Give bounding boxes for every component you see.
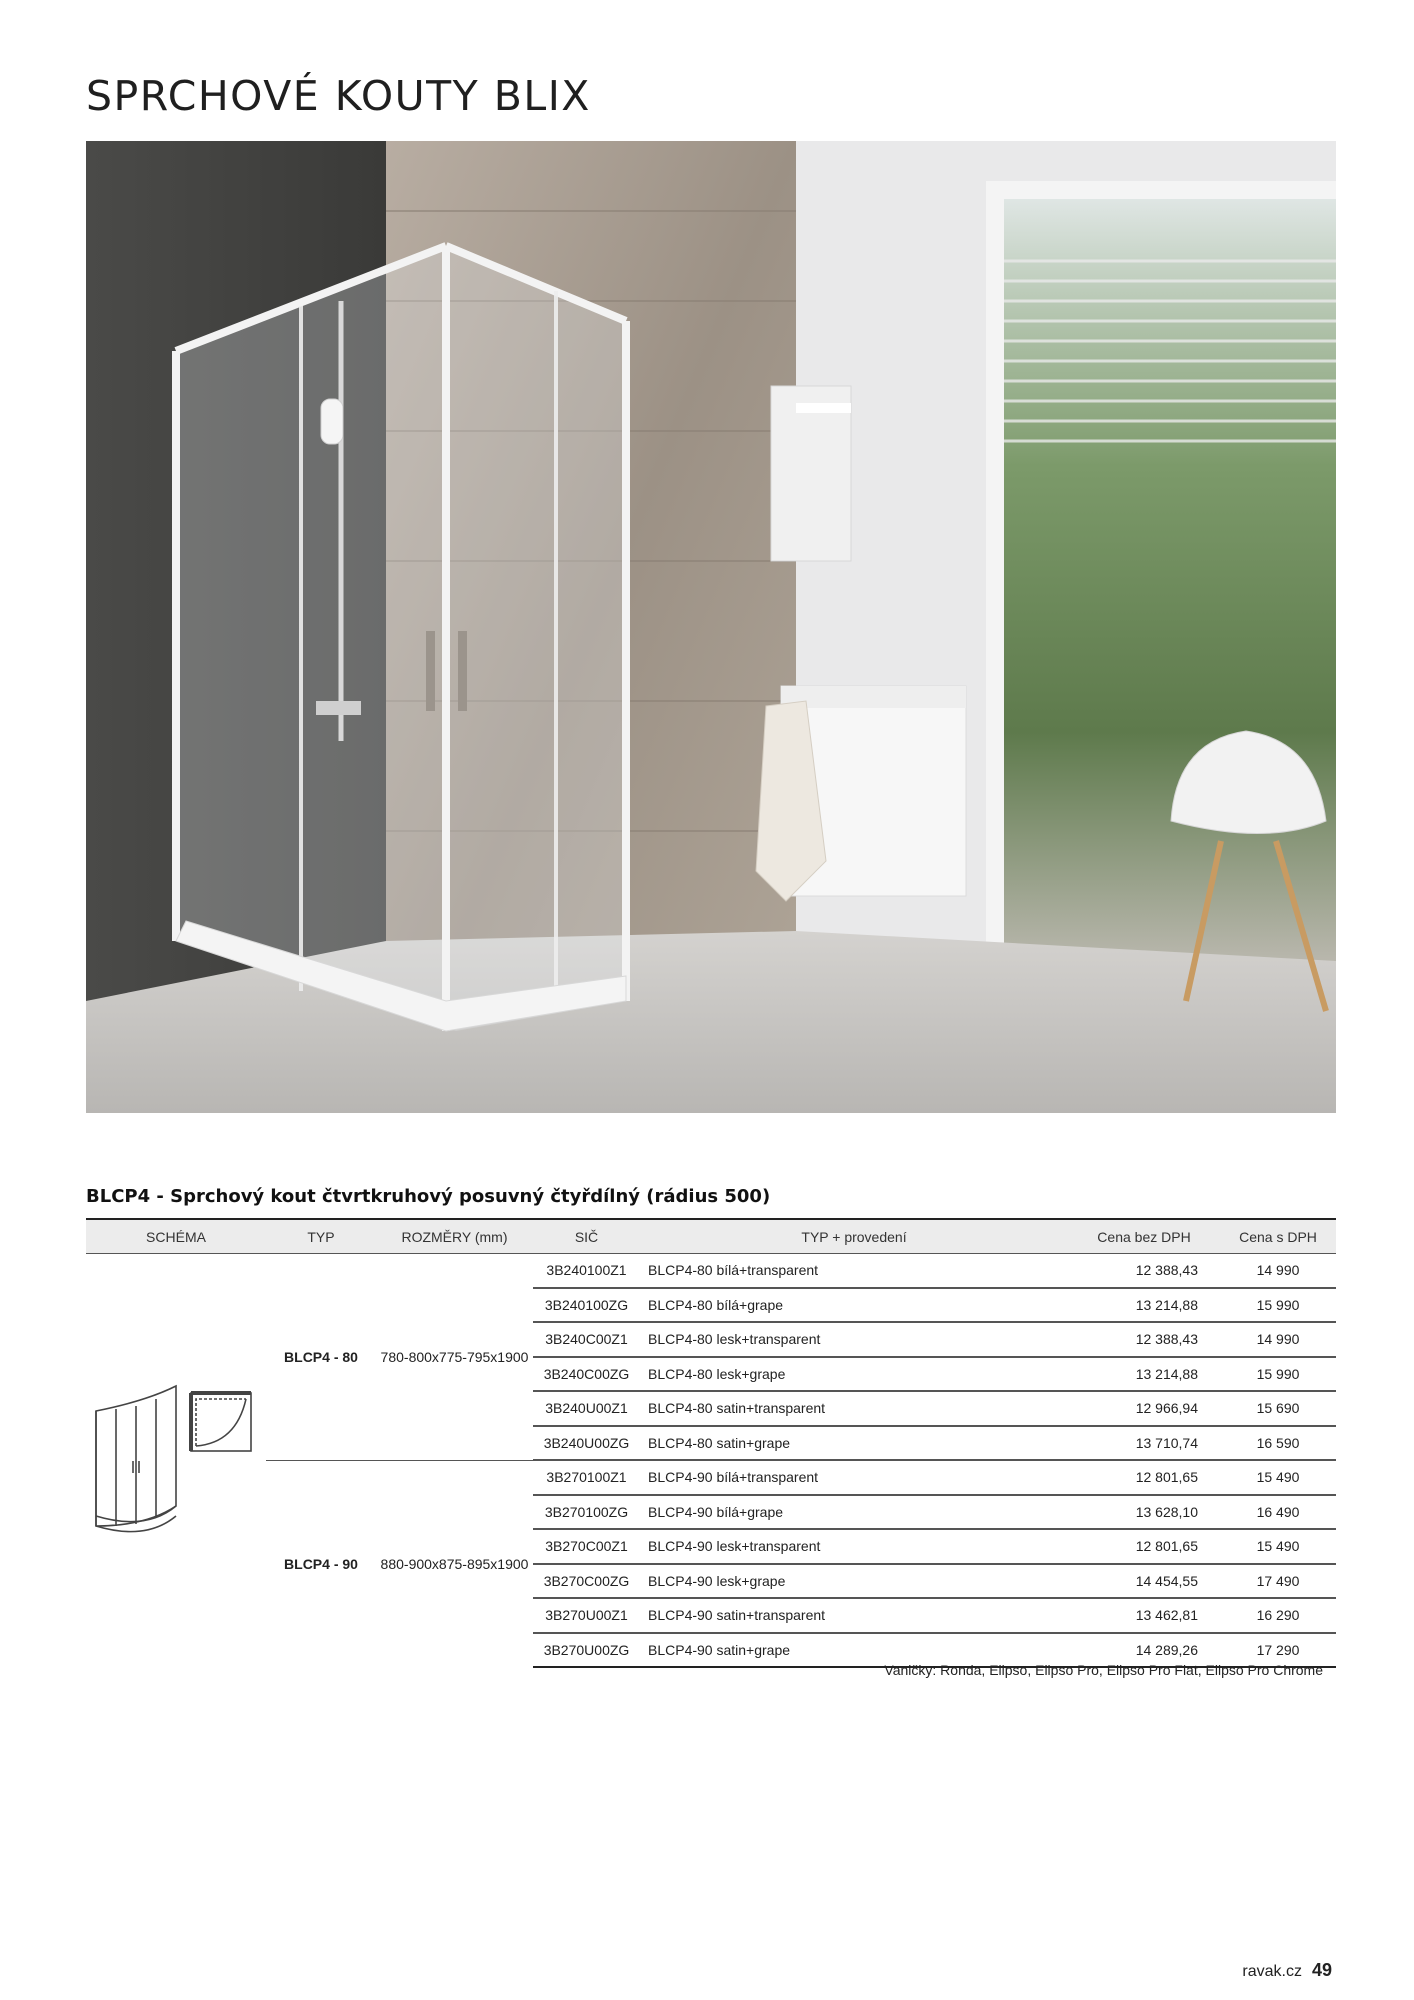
- sic-cell: 3B240U00ZG: [533, 1426, 640, 1461]
- price-gross-cell: 14 990: [1220, 1322, 1336, 1357]
- price-gross-cell: 16 490: [1220, 1495, 1336, 1530]
- sic-cell: 3B240C00Z1: [533, 1322, 640, 1357]
- hero-photo: [86, 141, 1336, 1113]
- price-net-cell: 13 462,81: [1068, 1598, 1220, 1633]
- price-net-cell: 14 289,26: [1068, 1633, 1220, 1668]
- sic-cell: 3B270U00Z1: [533, 1598, 640, 1633]
- header-typ-provedeni: TYP + provedení: [640, 1219, 1068, 1254]
- type-name-cell: BLCP4 - 80: [266, 1254, 376, 1461]
- page-number: 49: [1311, 1960, 1332, 1980]
- sic-cell: 3B240100ZG: [533, 1288, 640, 1323]
- variant-cell: BLCP4-80 bílá+transparent: [640, 1254, 1068, 1288]
- page-title: SPRCHOVÉ KOUTY BLIX: [86, 72, 591, 120]
- variant-cell: BLCP4-80 bílá+grape: [640, 1288, 1068, 1323]
- sic-cell: 3B240C00ZG: [533, 1357, 640, 1392]
- header-typ: TYP: [266, 1219, 376, 1254]
- price-net-cell: 12 388,43: [1068, 1322, 1220, 1357]
- header-sic: SIČ: [533, 1219, 640, 1254]
- tray-footnote: Vaničky: Ronda, Elipso, Elipso Pro, Elipso Pro Flat, Elipso Pro Chrome: [884, 1662, 1323, 1678]
- variant-cell: BLCP4-80 satin+transparent: [640, 1391, 1068, 1426]
- price-net-cell: 12 801,65: [1068, 1460, 1220, 1495]
- variant-cell: BLCP4-80 lesk+transparent: [640, 1322, 1068, 1357]
- site-url: ravak.cz: [1242, 1963, 1302, 1980]
- price-gross-cell: 14 990: [1220, 1254, 1336, 1288]
- price-table: [86, 1218, 1336, 1668]
- sic-cell: 3B270100ZG: [533, 1495, 640, 1530]
- table-row: [86, 1460, 1336, 1495]
- price-gross-cell: 17 290: [1220, 1633, 1336, 1668]
- variant-cell: BLCP4-90 lesk+transparent: [640, 1529, 1068, 1564]
- price-net-cell: 13 214,88: [1068, 1288, 1220, 1323]
- section-heading: BLCP4 - Sprchový kout čtvrtkruhový posuvný čtyřdílný (rádius 500): [86, 1186, 771, 1207]
- price-gross-cell: 15 690: [1220, 1391, 1336, 1426]
- variant-cell: BLCP4-90 satin+transparent: [640, 1598, 1068, 1633]
- price-net-cell: 12 388,43: [1068, 1254, 1220, 1288]
- price-gross-cell: 16 290: [1220, 1598, 1336, 1633]
- price-net-cell: 13 710,74: [1068, 1426, 1220, 1461]
- variant-cell: BLCP4-80 satin+grape: [640, 1426, 1068, 1461]
- variant-cell: BLCP4-90 lesk+grape: [640, 1564, 1068, 1599]
- price-net-cell: 12 966,94: [1068, 1391, 1220, 1426]
- price-gross-cell: 15 490: [1220, 1460, 1336, 1495]
- header-cena-bez-dph: Cena bez DPH: [1068, 1219, 1220, 1254]
- price-gross-cell: 15 990: [1220, 1357, 1336, 1392]
- price-net-cell: 13 214,88: [1068, 1357, 1220, 1392]
- header-cena-s-dph: Cena s DPH: [1220, 1219, 1336, 1254]
- table-row: [86, 1254, 1336, 1288]
- variant-cell: BLCP4-80 lesk+grape: [640, 1357, 1068, 1392]
- type-name-cell: BLCP4 - 90: [284, 1555, 358, 1572]
- variant-cell: BLCP4-90 bílá+transparent: [640, 1460, 1068, 1495]
- header-schema: SCHÉMA: [86, 1219, 266, 1254]
- price-gross-cell: 17 490: [1220, 1564, 1336, 1599]
- price-gross-cell: 15 990: [1220, 1288, 1336, 1323]
- price-gross-cell: 16 590: [1220, 1426, 1336, 1461]
- variant-cell: BLCP4-90 satin+grape: [640, 1633, 1068, 1668]
- dimensions-cell: 880-900x875-895x1900: [380, 1555, 529, 1572]
- variant-cell: BLCP4-90 bílá+grape: [640, 1495, 1068, 1530]
- price-net-cell: 12 801,65: [1068, 1529, 1220, 1564]
- dimensions-cell: 780-800x775-795x1900: [376, 1254, 533, 1461]
- sic-cell: 3B240100Z1: [533, 1254, 640, 1288]
- price-net-cell: 13 628,10: [1068, 1495, 1220, 1530]
- price-net-cell: 14 454,55: [1068, 1564, 1220, 1599]
- page-footer: [1242, 1960, 1332, 1981]
- price-gross-cell: 15 490: [1220, 1529, 1336, 1564]
- sic-cell: 3B270U00ZG: [533, 1633, 640, 1668]
- schema-cell: [86, 1254, 266, 1668]
- table-header-row: [86, 1219, 1336, 1254]
- header-rozmery: ROZMĚRY (mm): [376, 1219, 533, 1254]
- sic-cell: 3B240U00Z1: [533, 1391, 640, 1426]
- schema-diagram-icon: [86, 1381, 266, 1541]
- sic-cell: 3B270C00Z1: [533, 1529, 640, 1564]
- sic-cell: 3B270100Z1: [533, 1460, 640, 1495]
- sic-cell: 3B270C00ZG: [533, 1564, 640, 1599]
